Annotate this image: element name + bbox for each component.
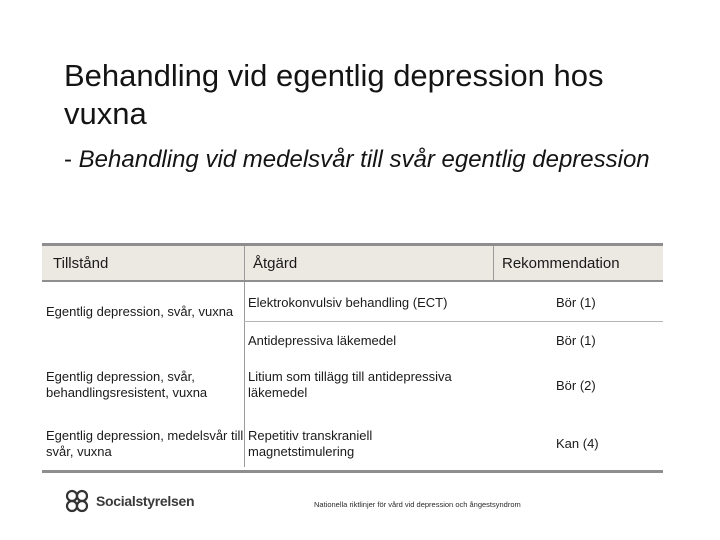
row-separator: [244, 321, 663, 322]
footer-note: Nationella riktlinjer för vård vid depression och ångestsyndrom: [314, 500, 521, 509]
table-cell-action: Litium som tillägg till antidepressiva läkemedel: [248, 369, 452, 400]
table-header: [42, 246, 663, 282]
table-cell-action: Antidepressiva läkemedel: [248, 333, 397, 348]
subtitle-dash: -: [64, 146, 72, 173]
header-divider: [244, 246, 245, 280]
table-cell-condition: Egentlig depression, medelsvår till svår, vuxna: [46, 428, 244, 459]
table-cell-recommendation: Kan (4): [556, 436, 599, 451]
table-cell-action: Repetitiv transkraniell magnetstimulering: [248, 428, 373, 459]
table-cell-condition: Egentlig depression, svår, vuxna: [46, 304, 234, 319]
slide-title: Behandling vid egentlig depression hos vuxna: [64, 58, 604, 131]
table-cell-recommendation: Bör (2): [556, 378, 596, 393]
header-condition: Tillstånd: [53, 255, 109, 272]
header-divider: [493, 246, 494, 280]
logo-text: Socialstyrelsen: [96, 493, 195, 509]
socialstyrelsen-logo: [64, 488, 194, 514]
table-cell-recommendation: Bör (1): [556, 295, 596, 310]
table-cell-condition: Egentlig depression, svår, behandlingsresistent, vuxna: [46, 369, 208, 400]
subtitle-text: Behandling vid medelsvår till svår egentlig depression: [78, 146, 650, 173]
header-recommendation: Rekommendation: [502, 255, 620, 272]
table-cell-recommendation: Bör (1): [556, 333, 596, 348]
slide-subtitle: [64, 144, 684, 176]
header-action: Åtgärd: [253, 255, 298, 272]
recommendation-table: [42, 243, 663, 473]
socialstyrelsen-emblem-icon: [64, 488, 94, 519]
table-cell-action: Elektrokonvulsiv behandling (ECT): [248, 295, 448, 310]
